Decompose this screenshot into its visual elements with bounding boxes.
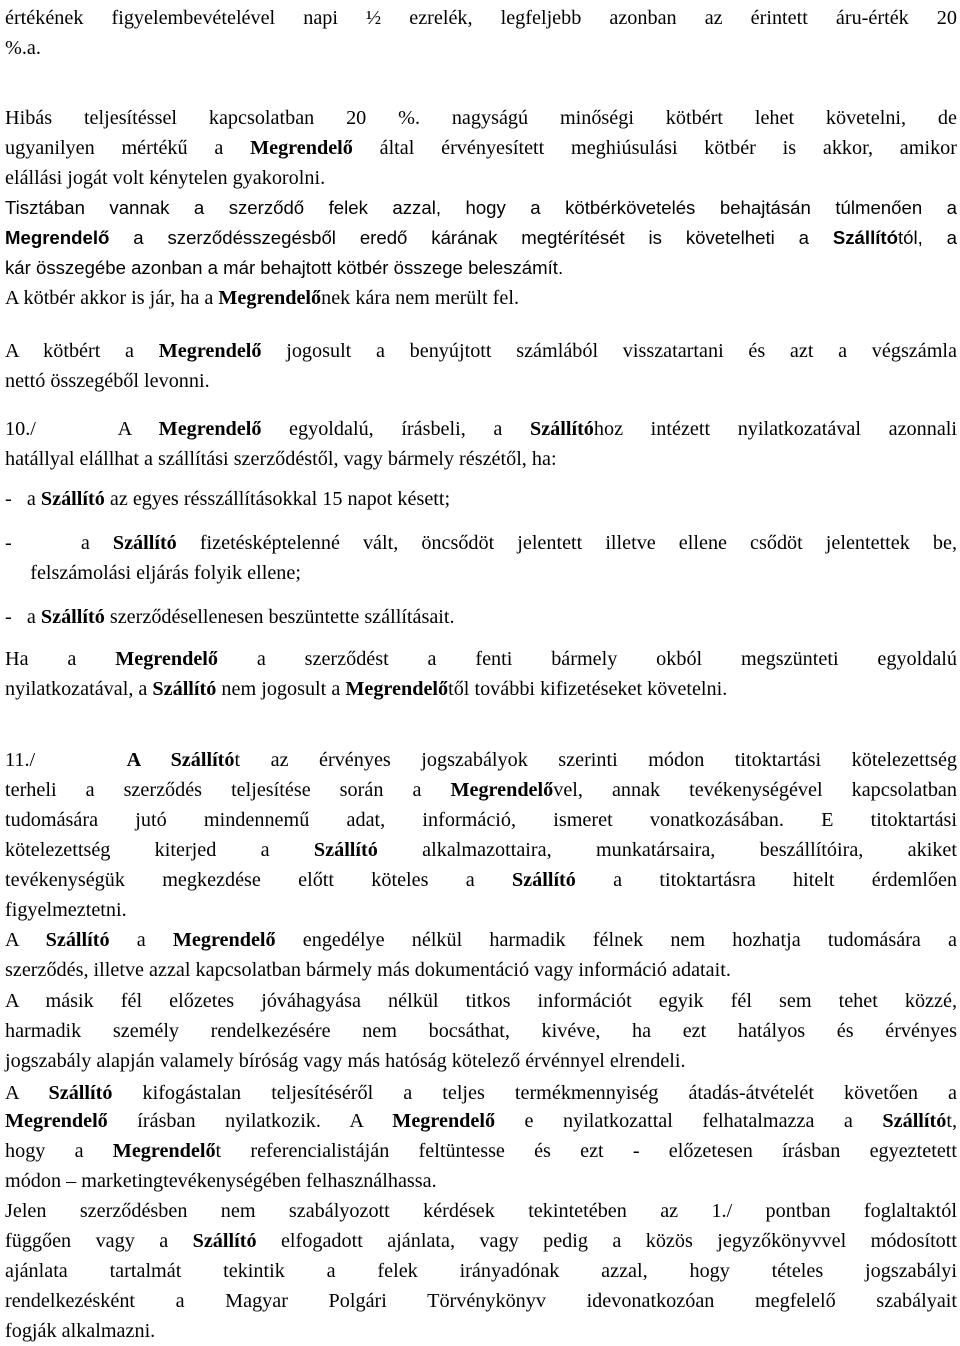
text-line xyxy=(5,1286,957,1316)
text-run: tudomására jutó mindennemű adat, információ, ismeret vonatkozásában. E titoktartási xyxy=(5,809,957,831)
bold-term: Megrendelő xyxy=(392,1110,496,1132)
text-run: egyoldalú, írásbeli, a xyxy=(261,418,530,440)
text-line xyxy=(5,558,957,588)
text-line xyxy=(5,366,957,396)
text-run: módon – marketingtevékenységében felhasználhassa. xyxy=(5,1170,437,1192)
text-run: tevékenységük megkezdése előtt köteles a xyxy=(5,869,512,891)
text-run: fizetésképtelenné vált, öncsődöt jelentett illetve ellene csődöt jelentettek be, xyxy=(176,532,957,554)
bold-term: Szállító xyxy=(192,1230,257,1252)
text-run: alkalmazottaira, munkatársaira, beszállítóira, akiket xyxy=(377,839,957,861)
bold-term: Megrendelő xyxy=(5,1110,108,1132)
bold-term: Szállító xyxy=(40,606,105,628)
text-line xyxy=(5,955,957,985)
text-run: t referencialistáján feltüntesse és ezt - előzetesen írásban egyeztetett xyxy=(215,1140,957,1162)
text-line xyxy=(5,223,957,253)
text-run: harmadik személy rendelkezésére nem bocsáthat, kivéve, ha ezt hatályos és érvényes xyxy=(5,1020,957,1042)
text-line xyxy=(5,1166,957,1196)
text-run: jogszabály alapján valamely bíróság vagy más hatóság kötelező érvénnyel elrendeli. xyxy=(5,1050,686,1072)
bold-term: Szállító xyxy=(40,488,105,510)
text-run: felszámolási eljárás folyik ellene; xyxy=(5,562,301,584)
text-run: tól, a xyxy=(897,227,957,248)
text-run: t, xyxy=(946,1110,957,1132)
text-run: 10./ A xyxy=(5,418,159,440)
text-line xyxy=(5,925,957,955)
bold-term: A Szállító xyxy=(126,749,235,771)
text-run: e nyilatkozattal felhatalmazza a xyxy=(495,1110,883,1132)
text-run: szerződésellenesen beszüntette szállításait. xyxy=(104,606,455,628)
text-run: Tisztában vannak a szerződő felek azzal, hogy a kötbérkövetelés behajtásán túlmenően a xyxy=(5,197,957,218)
text-run: hoz intézett nyilatkozatával azonnali xyxy=(593,418,957,440)
bold-term: Szállító xyxy=(832,227,898,248)
text-run: a titoktartásra hitelt érdemlően xyxy=(575,869,958,891)
text-run: Ha a xyxy=(5,648,116,670)
text-run: nettó összegéből levonni. xyxy=(5,370,210,392)
text-line xyxy=(5,1226,957,1256)
text-run: vel, annak tevékenységével kapcsolatban xyxy=(553,779,957,801)
bold-term: Megrendelő xyxy=(115,648,218,670)
bold-term: Szállító xyxy=(48,1082,113,1104)
bold-term: Szállító xyxy=(313,839,378,861)
text-line xyxy=(5,283,957,313)
text-run: 11./ xyxy=(5,749,127,771)
text-line xyxy=(5,414,957,444)
text-line xyxy=(5,133,957,163)
text-line xyxy=(5,865,957,895)
bold-term: Megrendelő xyxy=(172,929,276,951)
text-line xyxy=(5,444,957,474)
text-line xyxy=(5,835,957,865)
bold-term: Szállító xyxy=(529,418,594,440)
text-run: - a xyxy=(5,488,41,510)
bold-term: Szállító xyxy=(112,532,177,554)
text-run: rendelkezésként a Magyar Polgári Törvénykönyv idevonatkozóan megfelelő szabályait xyxy=(5,1290,957,1312)
text-run: Hibás teljesítéssel kapcsolatban 20 %. nagyságú minőségi kötbért lehet követelni, de xyxy=(5,107,957,129)
text-run: fogják alkalmazni. xyxy=(5,1320,156,1342)
text-run: nek kára nem merült fel. xyxy=(321,287,519,309)
text-line xyxy=(5,775,957,805)
text-line xyxy=(5,1196,957,1226)
text-run: hatállyal elállhat a szállítási szerződéstől, vagy bármely részétől, ha: xyxy=(5,448,557,470)
text-run: írásban nyilatkozik. A xyxy=(107,1110,393,1132)
text-run: ajánlata tartalmát tekintik a felek irányadónak azzal, hogy tételes jogszabályi xyxy=(5,1260,957,1282)
text-line xyxy=(5,163,957,193)
text-run: a xyxy=(109,929,173,951)
text-line xyxy=(5,33,957,63)
text-line xyxy=(5,103,957,133)
text-run: a szerződést a fenti bármely okból megszünteti egyoldalú xyxy=(217,648,958,670)
text-line xyxy=(5,1106,957,1136)
text-run: kifogástalan teljesítéséről a teljes termékmennyiség átadás-átvételét követően a xyxy=(112,1082,958,1104)
bold-term: Megrendelő xyxy=(158,340,262,362)
text-line xyxy=(5,3,957,33)
text-line xyxy=(5,674,957,704)
text-line xyxy=(5,253,957,283)
text-line xyxy=(5,193,957,223)
text-run: kötelezettség kiterjed a xyxy=(5,839,314,861)
text-line xyxy=(5,986,957,1016)
text-run: elfogadott ajánlata, vagy pedig a közös jegyzőkönyvvel módosított xyxy=(256,1230,957,1252)
text-run: jogosult a benyújtott számlából visszatartani és azt a végszámla xyxy=(261,340,958,362)
bold-term: Megrendelő xyxy=(345,678,449,700)
text-run: %.a. xyxy=(5,37,41,59)
text-run: t az érvényes jogszabályok szerinti módon titoktartási kötelezettség xyxy=(234,749,958,771)
text-run: A másik fél előzetes jóváhagyása nélkül titkos információt egyik fél sem tehet közzé, xyxy=(5,990,957,1012)
text-line xyxy=(5,644,957,674)
text-line xyxy=(5,602,957,632)
text-run: elállási jogát volt kénytelen gyakorolni. xyxy=(5,167,326,189)
bold-term: Szállító xyxy=(152,678,217,700)
text-line xyxy=(5,1256,957,1286)
text-line xyxy=(5,745,957,775)
text-line xyxy=(5,895,957,925)
text-line xyxy=(5,336,957,366)
bold-term: Megrendelő xyxy=(218,287,322,309)
text-run: nyilatkozatával, a xyxy=(5,678,153,700)
text-line xyxy=(5,528,957,558)
text-run: nem jogosult a xyxy=(216,678,346,700)
text-run: szerződés, illetve azzal kapcsolatban bármely más dokumentáció vagy információ adatait. xyxy=(5,959,731,981)
text-run: - a xyxy=(5,532,113,554)
text-run: értékének figyelembevételével napi ½ ezrelék, legfeljebb azonban az érintett áru-érték 20 xyxy=(5,7,957,29)
text-line xyxy=(5,1078,957,1108)
text-run: által érvényesített meghiúsulási kötbér is akkor, amikor xyxy=(352,137,957,159)
text-line xyxy=(5,1046,957,1076)
text-run: Jelen szerződésben nem szabályozott kérdések tekintetében az 1./ pontban foglaltaktól xyxy=(5,1200,957,1222)
text-run: - a xyxy=(5,606,41,628)
text-run: engedélye nélkül harmadik félnek nem hozhatja tudomására a xyxy=(275,929,957,951)
bold-term: Megrendelő xyxy=(5,227,110,248)
text-run: A xyxy=(5,1082,49,1104)
text-line xyxy=(5,484,957,514)
text-run: ugyanilyen mértékű a xyxy=(5,137,251,159)
bold-term: Megrendelő xyxy=(112,1140,216,1162)
text-run: terheli a szerződés teljesítése során a xyxy=(5,779,451,801)
text-run: kár összegébe azonban a már behajtott kötbér összege beleszámít. xyxy=(5,257,564,278)
bold-term: Szállító xyxy=(882,1110,947,1132)
bold-term: Megrendelő xyxy=(450,779,554,801)
bold-term: Szállító xyxy=(45,929,110,951)
bold-term: Szállító xyxy=(511,869,576,891)
text-line xyxy=(5,1016,957,1046)
text-run: az egyes résszállításokkal 15 napot késett; xyxy=(104,488,451,510)
text-run: A xyxy=(5,929,46,951)
text-run: A kötbér akkor is jár, ha a xyxy=(5,287,219,309)
text-run: A kötbért a xyxy=(5,340,159,362)
text-line xyxy=(5,1136,957,1166)
text-run: től további kifizetéseket követelni. xyxy=(448,678,728,700)
text-run: figyelmeztetni. xyxy=(5,899,127,921)
bold-term: Megrendelő xyxy=(250,137,353,159)
bold-term: Megrendelő xyxy=(158,418,262,440)
text-line xyxy=(5,805,957,835)
text-run: függően vagy a xyxy=(5,1230,193,1252)
text-run: a szerződésszegésből eredő kárának megtérítését is követelheti a xyxy=(109,227,833,248)
text-run: hogy a xyxy=(5,1140,113,1162)
